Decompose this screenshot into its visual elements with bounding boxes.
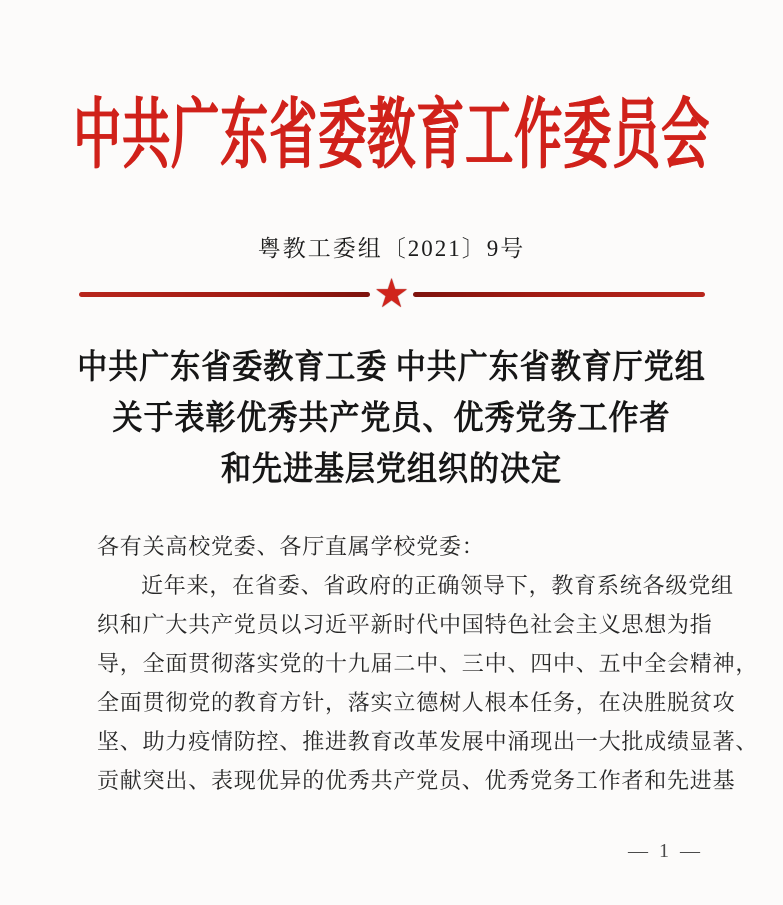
divider-line-right [413,292,704,297]
body-text-line: 全面贯彻党的教育方针，落实立德树人根本任务，在决胜脱贫攻 [97,690,736,715]
body-text-line: 贡献突出、表现优异的优秀共产党员、优秀党务工作者和先进基 [97,768,736,793]
body-text-line: 坚、助力疫情防控、推进教育改革发展中涌现出一大批成绩显著、 [97,729,759,754]
body-text-line: 导，全面贯彻落实党的十九届二中、三中、四中、五中全会精神， [97,651,759,676]
document-title-line-1: 中共广东省委教育工委 中共广东省教育厅党组 [77,349,706,386]
body-text [97,527,759,800]
red-divider [79,271,705,317]
document-title-line-2: 关于表彰优秀共产党员、优秀党务工作者 [112,400,671,437]
page-number: — 1 — [628,840,703,862]
salutation-line: 各有关高校党委、各厅直属学校党委： [97,534,485,559]
body-text-line: 织和广大共产党员以习近平新时代中国特色社会主义思想为指 [97,612,713,637]
agency-header-title: 中共广东省委教育工作委员会 [72,93,710,179]
document-title [0,342,783,495]
document-number: 粤教工委组〔2021〕9号 [257,236,526,261]
star-icon: ★ [373,271,410,317]
divider-line-left [79,292,370,297]
document-title-line-3: 和先进基层党组织的决定 [221,451,562,488]
body-text-line: 近年来，在省委、省政府的正确领导下，教育系统各级党组 [141,573,734,598]
